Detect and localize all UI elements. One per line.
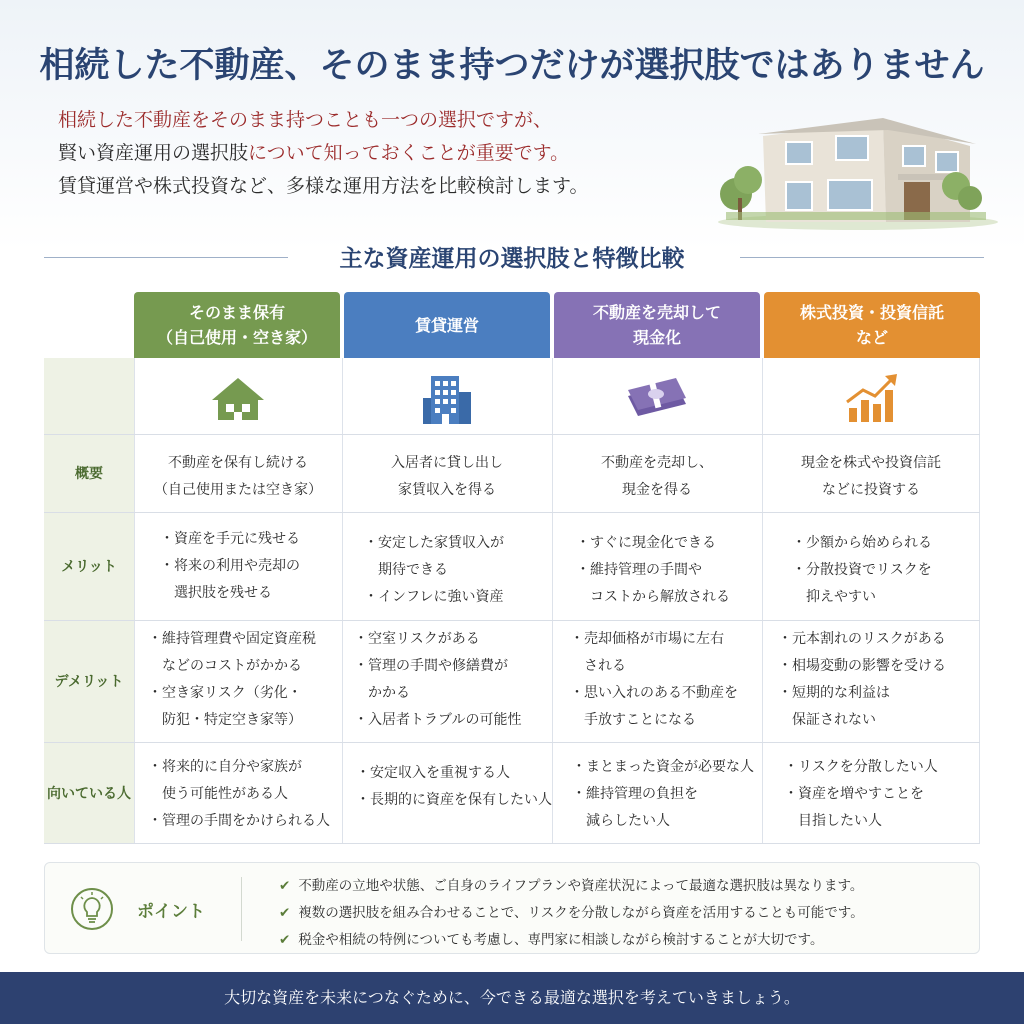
point-item: ✔ 不動産の立地や状態、ご自身のライフプランや資産状況によって最適な選択肢は異なります。	[279, 878, 864, 894]
cash-icon	[552, 366, 762, 432]
section-title: 主な資産運用の選択肢と特徴比較	[339, 245, 685, 272]
demerits-sell: ・売却価格が市場に左右 される ・思い入れのある不動産を 手放すことになる	[570, 631, 738, 728]
row-label-suited: 向いている人	[47, 786, 131, 802]
lightbulb-icon	[71, 888, 113, 930]
row-divider	[44, 843, 980, 844]
comparison-table	[44, 292, 980, 844]
page-title: 相続した不動産、そのまま持つだけが選択肢ではありません	[39, 45, 985, 86]
check-icon: ✔	[279, 932, 291, 948]
point-item: ✔ 複数の選択肢を組み合わせることで、リスクを分散しながら資産を活用することも可能です。	[279, 905, 864, 921]
row-label-merits: メリット	[61, 559, 117, 575]
point-label: ポイント	[137, 902, 205, 922]
merits-rental: ・安定した家賃収入が 期待できる ・インフレに強い資産	[364, 535, 504, 605]
demerits-hold: ・維持管理費や固定資産税 などのコストがかかる ・空き家リスク（劣化・ 防犯・特定空き家等）	[148, 631, 316, 728]
column-header-stocks: 株式投資・投資信託 など	[764, 292, 980, 358]
row-divider	[44, 434, 980, 435]
point-box	[44, 862, 980, 954]
row-divider	[44, 620, 980, 621]
column-header-hold: そのまま保有 （自己使用・空き家）	[134, 292, 340, 358]
row-label-overview: 概要	[75, 466, 103, 482]
point-item: ✔ 税金や相続の特例についても考慮し、専門家に相談しながら検討することが大切です。	[279, 932, 824, 948]
merits-sell: ・すぐに現金化できる ・維持管理の手間や コストから解放される	[576, 535, 730, 605]
column-header-sell: 不動産を売却して 現金化	[554, 292, 760, 358]
house-icon	[134, 366, 342, 432]
overview-stocks: 現金を株式や投資信託 などに投資する	[801, 455, 941, 498]
point-divider	[241, 877, 242, 941]
section-heading	[40, 240, 984, 274]
house-illustration-icon	[708, 94, 998, 230]
intro-line-1: 相続した不動産をそのまま持つことも一つの選択ですが、	[58, 109, 553, 131]
intro-text	[58, 104, 698, 203]
row-label-demerits: デメリット	[54, 674, 124, 690]
demerits-rental: ・空室リスクがある ・管理の手間や修繕費が かかる ・入居者トラブルの可能性	[354, 631, 522, 728]
building-icon	[342, 366, 552, 432]
overview-hold: 不動産を保有し続ける （自己使用または空き家）	[154, 455, 322, 498]
row-divider	[44, 512, 980, 513]
growth-chart-icon	[762, 366, 980, 432]
intro-line-2: 賢い資産運用の選択肢について知っておくことが重要です。	[58, 142, 570, 164]
suited-stocks: ・リスクを分散したい人 ・資産を増やすことを 目指したい人	[784, 759, 938, 829]
suited-sell: ・まとまった資金が必要な人 ・維持管理の負担を 減らしたい人	[572, 759, 754, 829]
point-list	[279, 873, 864, 954]
demerits-stocks: ・元本割れのリスクがある ・相場変動の影響を受ける ・短期的な利益は 保証されない	[778, 631, 946, 728]
footer-banner: 大切な資産を未来につなぐために、今できる最適な選択を考えていきましょう。	[0, 972, 1024, 1024]
check-icon: ✔	[279, 878, 291, 894]
overview-rental: 入居者に貸し出し 家賃収入を得る	[391, 455, 503, 498]
overview-sell: 不動産を売却し、 現金を得る	[601, 455, 713, 498]
check-icon: ✔	[279, 905, 291, 921]
merits-hold: ・資産を手元に残せる ・将来の利用や売却の 選択肢を残せる	[160, 531, 300, 601]
suited-hold: ・将来的に自分や家族が 使う可能性がある人 ・管理の手間をかけられる人	[148, 759, 330, 829]
suited-rental: ・安定収入を重視する人 ・長期的に資産を保有したい人	[356, 765, 552, 808]
row-divider	[44, 742, 980, 743]
merits-stocks: ・少額から始められる ・分散投資でリスクを 抑えやすい	[792, 535, 932, 605]
column-header-rental: 賃貸運営	[344, 292, 550, 358]
intro-line-3: 賃貸運営や株式投資など、多様な運用方法を比較検討します。	[58, 175, 589, 197]
